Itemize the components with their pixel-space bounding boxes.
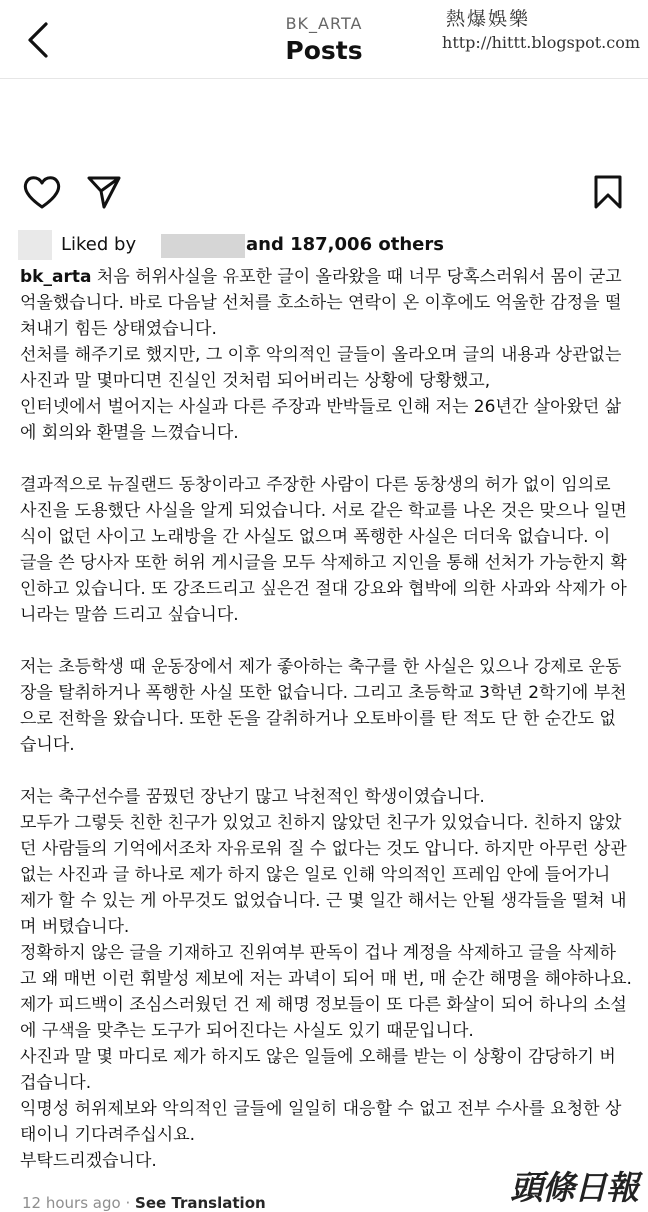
top-bar: [0, 0, 648, 79]
account-name: BK_ARTA: [285, 14, 363, 33]
likes-row[interactable]: [18, 230, 628, 262]
avatar: [18, 230, 52, 260]
heart-icon[interactable]: [22, 174, 62, 210]
liked-by-label: Liked by: [61, 234, 137, 255]
watermark: [442, 4, 640, 52]
caption-paragraph: 저는 축구선수를 꿈꿨던 장난기 많고 낙천적인 학생이였습니다. 모두가 그렇듯 친한 친구가 있었고 친하지 않았던 친구가 있었습니다. 친하지 않았던 사람들의 기억에서조차 자유로워 질 수 없다는 것도 압니다. 하지만 아무런 상관없는 사진과 글 하나로 제가 하지 않은 일로 인해 악의적인 프레임 안에 들어가니 제가 할 수 있는 게 아무것도 없었습니다. 근 몇 일간 해서는 안될 생각들을 떨쳐 내며 버텼습니다. 정확하지 않은 글을 기재하고 진위여부 판독이 겁나 계정을 삭제하고 글을 삭제하고 왜 매번 이런 휘발성 제보에 저는 과녁이 되어 매 번, 매 순간 해명을 해야하나요. 제가 피드백이 조심스러웠던 건 제 해명 정보들이 또 다른 화살이 되어 하나의 소설에 구색을 맞추는 도구가 되어진다는 사실도 있기 때문입니다. 사진과 말 몇 마디로 제가 하지도 않은 일들에 오해를 받는 이 상황이 감당하기 버겁습니다. 익명성 허위제보와 악의적인 글들에 일일히 대응할 수 없고 전부 수사를 요청한 상태이니 기다려주십시요. 부탁드리겠습니다.: [20, 787, 632, 1171]
caption-paragraph: 결과적으로 뉴질랜드 동창이라고 주장한 사람이 다른 동창생의 허가 없이 임의로 사진을 도용했단 사실을 알게 되었습니다. 서로 같은 학교를 나온 것은 맞으나 일면식이 없던 사이고 노래방을 간 사실도 없으며 폭행한 사실은 더더욱 없습니다. 이 글을 쓴 당사자 또한 허위 게시글을 모두 삭제하고 지인을 통해 선처가 가능한지 확인하고 있습니다. 또 강조드리고 싶은건 절대 강요와 협박에 의한 사과와 삭제가 아니라는 말씀 드리고 싶습니다.: [20, 475, 627, 625]
page-title: Posts: [285, 36, 363, 65]
newspaper-logo: 頭條日報: [510, 1168, 638, 1207]
action-bar: [0, 172, 648, 216]
blurred-username: [161, 234, 245, 258]
see-translation-link[interactable]: See Translation: [135, 1194, 266, 1212]
caption-paragraph: [20, 264, 632, 342]
watermark-title: 熱爆娛樂: [446, 8, 531, 30]
caption-text: 처음 허위사실을 유포한 글이 올라왔을 때 너무 당혹스러워서 몸이 굳고 억울했습니다. 바로 다음날 선처를 호소하는 연락이 온 이후에도 억울한 감정을 떨쳐내기 힘든 상태였습니다.: [20, 267, 622, 339]
likes-count[interactable]: and 187,006 others: [246, 234, 444, 255]
separator: ·: [125, 1194, 131, 1212]
watermark-url: http://hittt.blogspot.com: [442, 33, 640, 52]
caption-username[interactable]: bk_arta: [20, 267, 92, 287]
caption-paragraph: 선처를 해주기로 했지만, 그 이후 악의적인 글들이 올라오며 글의 내용과 상관없는 사진과 말 몇마디면 진실인 것처럼 되어버리는 상황에 당황했고, 인터넷에서 벌어지는 사실과 다른 주장과 반박들로 인해 저는 26년간 살아왔던 삶에 회의와 환멸을 느꼈습니다.: [20, 345, 622, 443]
share-icon[interactable]: [86, 174, 122, 210]
caption-paragraph: 저는 초등학생 때 운동장에서 제가 좋아하는 축구를 한 사실은 있으나 강제로 운동장을 탈취하거나 폭행한 사실 또한 없습니다. 그리고 초등학교 3학년 2학기에 부천으로 전학을 왔습니다. 또한 돈을 갈취하거나 오토바이를 탄 적도 단 한 순간도 없습니다.: [20, 657, 627, 755]
post-time: 12 hours ago: [22, 1194, 121, 1212]
post-footer: [22, 1194, 266, 1212]
post-caption: [20, 264, 632, 1174]
bookmark-icon[interactable]: [592, 174, 624, 210]
